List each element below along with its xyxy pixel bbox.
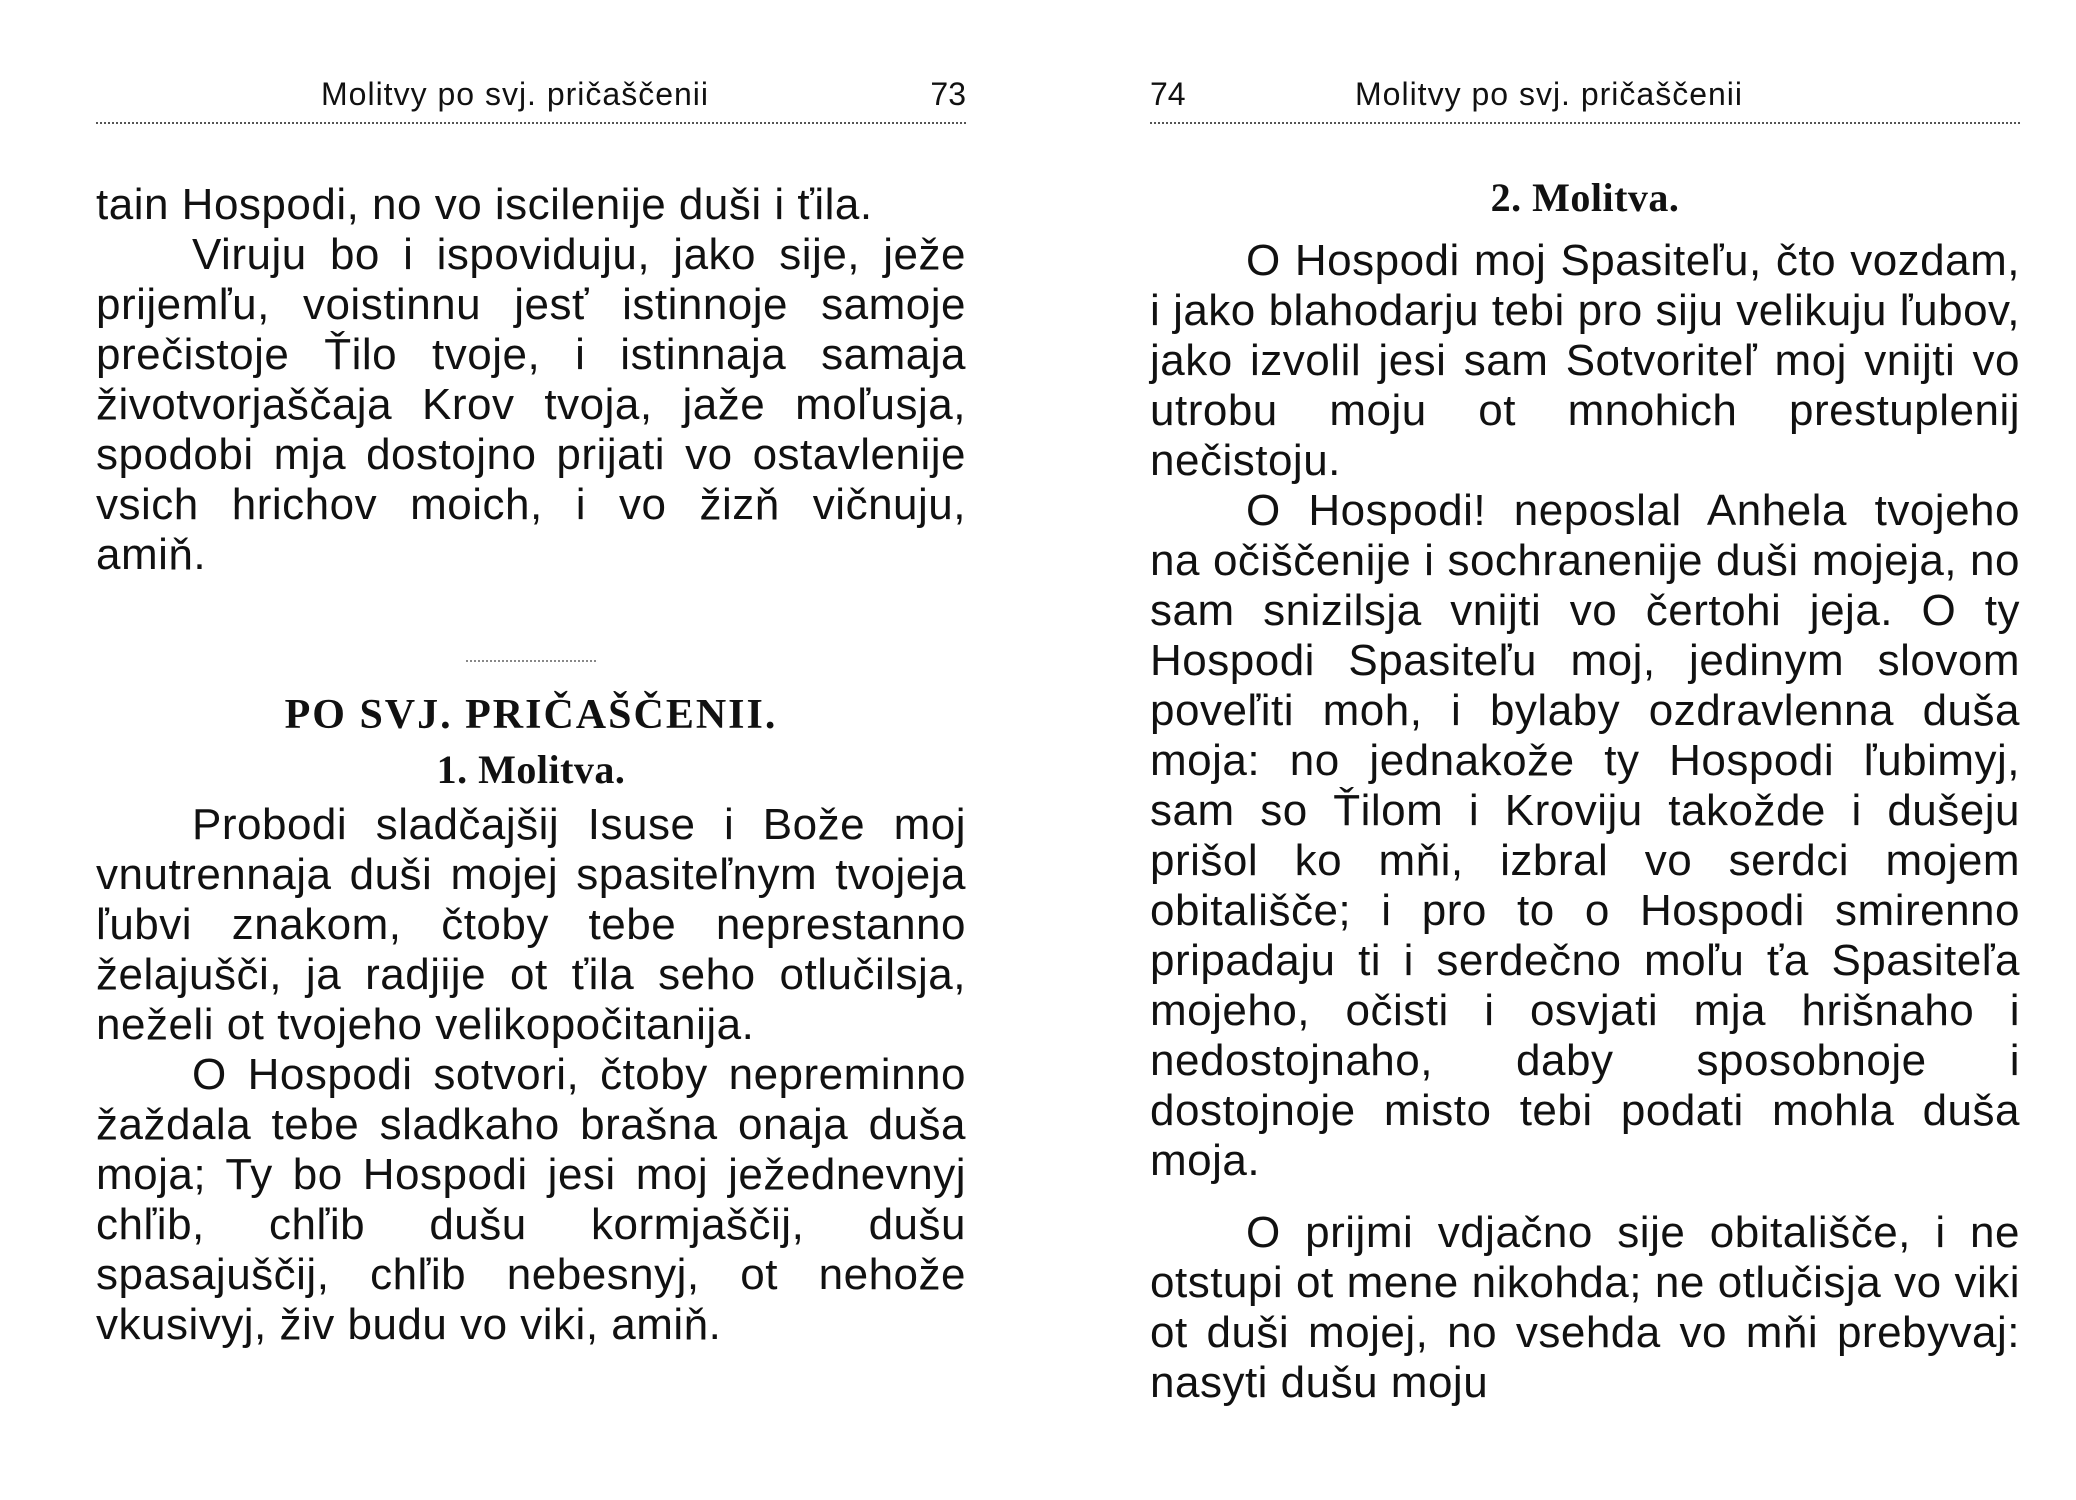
paragraph: tain Hospodi, no vo iscilenije duši i ťila. — [96, 180, 873, 229]
page-body — [96, 180, 966, 580]
section — [96, 660, 966, 1350]
page-body — [1150, 170, 2020, 1408]
paragraph: O prijmi vdjačno sije obitališče, i ne otstupi ot mene nikohda; ne otlučisja vo viki ot duši mojej, no vsehda vo mňi prebyvaj: nasyti dušu moju — [1150, 1208, 2020, 1407]
section-heading: PO SVJ. PRIČAŠČENII. — [284, 692, 778, 738]
page-number: 74 — [1150, 76, 1186, 112]
paragraph: Viruju bo i ispoviduju, jako sije, ježe prijemľu, voistinnu jesť istinnoje samoje prečistoje Ťilo tvoje, i istinnaja samaja životvorjaščaja Krov tvoja, jaže moľusja, spodobi mja dostojno prijati vo ostavlenije vsich hrichov moich, i vo žizň vičnuju, amiň. — [96, 230, 966, 579]
running-title: Molitvy po svj. pričaščenii — [321, 76, 709, 112]
prayer-heading: 1. Molitva. — [436, 747, 626, 792]
paragraph: O Hospodi! neposlal Anhela tvojeho na očiščenije i sochranenije duši mojeja, no sam snizilsja vnijti vo čertohi jeja. O ty Hospodi Spasiteľu moj, jedinym slovom poveľiti moh, i bylaby ozdravlenna duša moja: no jednakože ty Hospodi ľubimyj, sam so Ťilom i Kroviju takožde i dušeju prišol ko mňi, izbral vo serdci mojem obitališče; i pro to o Hospodi smirenno pripadaju ti i serdečno moľu ťa Spasiteľa mojeho, očisti i osvjati mja hrišnaho i nedostojnaho, daby sposobnoje i dostojnoje misto tebi podati mohla duša moja. — [1150, 486, 2020, 1185]
page-number: 73 — [930, 76, 966, 112]
right-page — [1150, 0, 2020, 1500]
paragraph: Probodi sladčajšij Isuse i Bože moj vnutrennaja duši mojej spasiteľnym tvojeja ľubvi znakom, čtoby tebe neprestanno želajušči, ja radjije ot ťila seho otlučilsja, neželi ot tvojeho velikopočitanija. — [96, 800, 966, 1049]
divider — [466, 660, 596, 662]
paragraph: O Hospodi moj Spasiteľu, čto vozdam, i jako blahodarju tebi pro siju velikuju ľubov, jako izvolil jesi sam Sotvoriteľ moj vnijti vo utrobu moju ot mnohich prestuplenij nečistoju. — [1150, 236, 2020, 485]
paragraph: O Hospodi sotvori, čtoby nepreminno žaždala tebe sladkaho brašna onaja duša moja; Ty bo Hospodi jesi moj ježednevnyj chľib, chľib dušu kormjaščij, dušu spasajuščij, chľib nebesnyj, ot nehože vkusivyj, živ budu vo viki, amiň. — [96, 1050, 966, 1349]
prayer-heading: 2. Molitva. — [1490, 175, 1680, 220]
running-title: Molitvy po svj. pričaščenii — [1355, 76, 1743, 112]
running-head — [96, 72, 966, 124]
running-head — [1150, 72, 2020, 124]
left-page — [96, 0, 966, 1500]
